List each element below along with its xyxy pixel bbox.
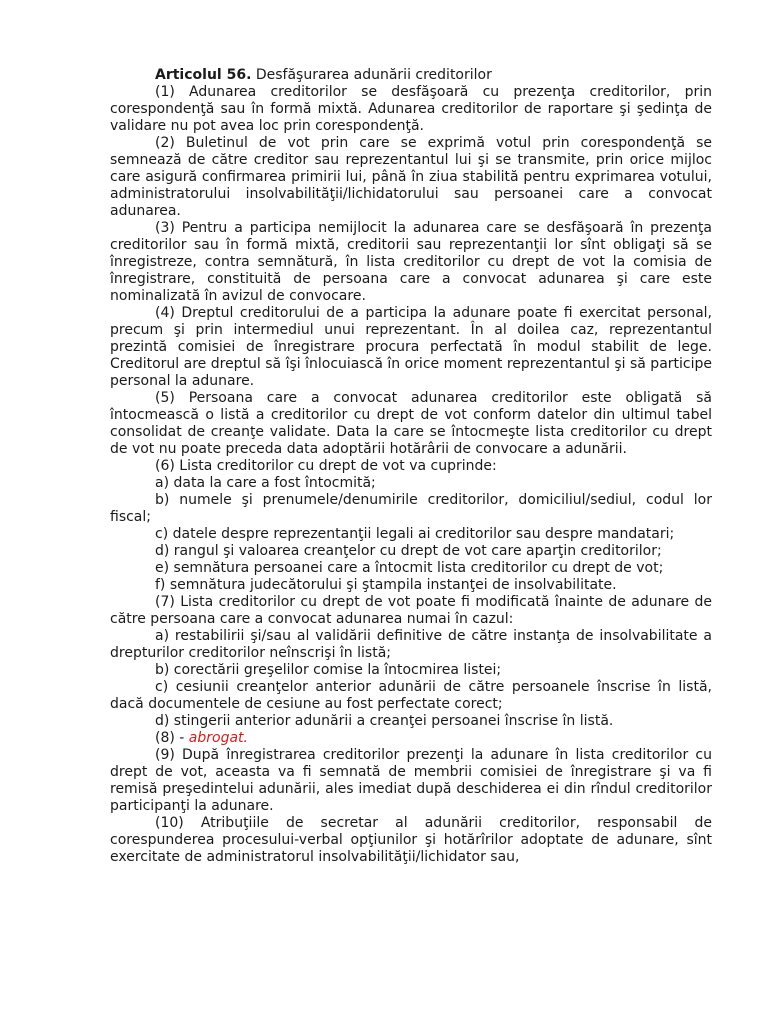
paragraph-1: (1) Adunarea creditorilor se desfăşoară cu prezenţa creditorilor, prin corespondenţă sau în formă mixtă. Adunarea creditorilor de raportare şi şedinţa de validare nu pot avea loc prin corespondenţă. — [110, 84, 712, 134]
paragraph-8 — [110, 730, 712, 747]
paragraph-6: (6) Lista creditorilor cu drept de vot va cuprinde: — [155, 458, 497, 474]
paragraph-8-prefix: (8) - — [155, 730, 189, 746]
paragraph-2: (2) Buletinul de vot prin care se exprimă votul prin corespondenţă se semnează de către creditor sau reprezentantul lui şi se transmite, prin orice mijloc care asigură confirmarea primirii lui, până în ziua stabilită pentru exprimarea votului, administratorului insolvabilităţii/lichidatorului sau persoanei care a convocat adunarea. — [110, 135, 712, 219]
paragraph-6-item-b: b) numele şi prenumele/denumirile creditorilor, domiciliul/sediul, codul lor fiscal; — [110, 492, 712, 525]
paragraph-9: (9) După înregistrarea creditorilor prezenţi la adunare în lista creditorilor cu drept de vot, aceasta va fi semnată de membrii comisiei de înregistrare şi va fi remisă preşedintelui adunării, ales imediat după deschiderea ei din rîndul creditorilor participanţi la adunare. — [110, 747, 712, 814]
abrogat-note: abrogat. — [188, 730, 248, 746]
paragraph-6-item-c: c) datele despre reprezentanţii legali ai creditorilor sau despre mandatari; — [155, 526, 675, 542]
paragraph-7-item-a: a) restabilirii şi/sau al validării definitive de către instanţa de insolvabilitate a drepturilor creditorilor neînscrişi în listă; — [110, 628, 712, 661]
paragraph-6-item-a: a) data la care a fost întocmită; — [155, 475, 376, 491]
paragraph-3: (3) Pentru a participa nemijlocit la adunarea care se desfăşoară în prezenţa creditorilor sau în formă mixtă, creditorii sau reprezentanţii lor sînt obligaţi să se înregistreze, contra semnătură, în lista creditorilor cu drept de vot la comisia de înregistrare, constituită de persoana care a convocat adunarea şi care este nominalizată în avizul de convocare. — [110, 220, 712, 304]
paragraph-6-item-d: d) rangul şi valoarea creanţelor cu drept de vot care aparţin creditorilor; — [155, 543, 662, 559]
paragraph-4: (4) Dreptul creditorului de a participa la adunare poate fi exercitat personal, precum şi prin intermediul unui reprezentant. În al doilea caz, reprezentantul prezintă comisiei de înregistrare procura perfectată în modul stabilit de lege. Creditorul are dreptul să îşi înlocuiască în orice moment reprezentantul şi să participe personal la adunare. — [110, 305, 712, 389]
paragraph-10: (10) Atribuţiile de secretar al adunării creditorilor, responsabil de corespunderea procesului-verbal opţiunilor şi hotărîrilor adoptate de adunare, sînt exercitate de administratorul insolvabilităţii/lichidator sau, — [110, 815, 712, 865]
paragraph-5: (5) Persoana care a convocat adunarea creditorilor este obligată să întocmească o listă a creditorilor cu drept de vot conform datelor din ultimul tabel consolidat de creanţe validate. Data la care se întocmeşte lista creditorilor cu drept de vot nu poate preceda data adoptării hotărârii de convocare a adunării. — [110, 390, 712, 457]
article-number: Articolul 56. — [155, 67, 252, 83]
document-page — [110, 67, 712, 866]
paragraph-6-item-e: e) semnătura persoanei care a întocmit lista creditorilor cu drept de vot; — [155, 560, 664, 576]
paragraph-7: (7) Lista creditorilor cu drept de vot poate fi modificată înainte de adunare de către persoana care a convocat adunarea numai în cazul: — [110, 594, 712, 627]
paragraph-7-item-c: c) cesiunii creanţelor anterior adunării de către persoanele înscrise în listă, dacă documentele de cesiune au fost perfectate corect; — [110, 679, 712, 712]
paragraph-7-item-b: b) corectării greşelilor comise la întocmirea listei; — [155, 662, 502, 678]
article-title: Desfăşurarea adunării creditorilor — [251, 67, 492, 83]
paragraph-7-item-d: d) stingerii anterior adunării a creanţei persoanei înscrise în listă. — [155, 713, 614, 729]
paragraph-6-item-f: f) semnătura judecătorului şi ştampila instanţei de insolvabilitate. — [155, 577, 617, 593]
article-heading — [110, 67, 712, 84]
